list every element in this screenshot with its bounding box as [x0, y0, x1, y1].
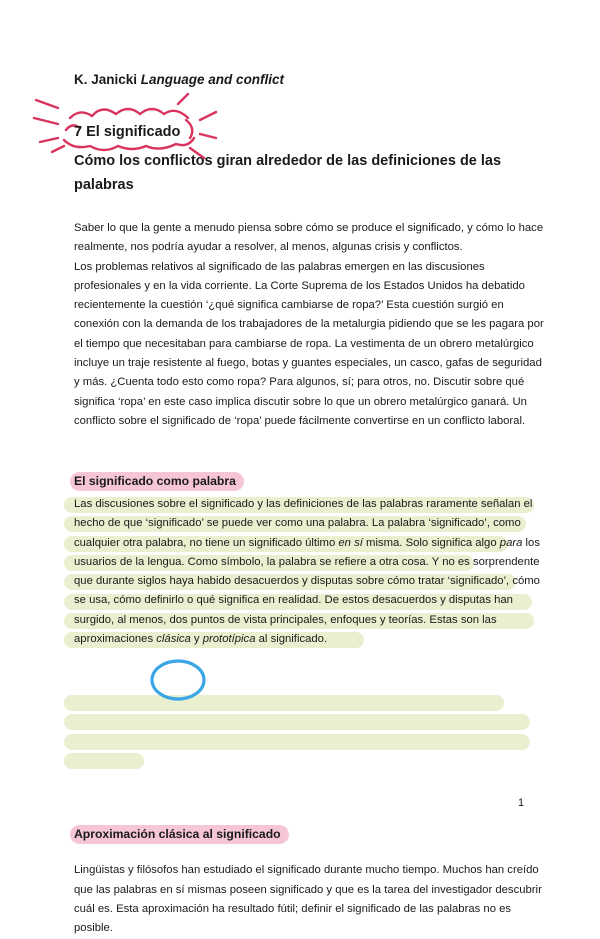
- emphasis-clasica: clásica: [156, 633, 191, 646]
- intro-paragraph-1: Saber lo que la gente a menudo piensa sobre cómo se produce el significado, y cómo lo hace realmente, nos podría ayudar a resolver, al menos, algunas crisis y conflictos.: [74, 222, 544, 254]
- emphasis-en-si: en sí: [338, 536, 363, 549]
- intro-text: [74, 219, 544, 431]
- page-number: 1: [518, 797, 525, 809]
- book-title: Language and conflict: [140, 72, 285, 87]
- green-highlight: [64, 734, 530, 750]
- green-highlight: [64, 753, 144, 769]
- document-header: [74, 72, 284, 87]
- section-heading-meaning-as-word: El significado como palabra: [70, 474, 244, 488]
- blue-circle-annotation: [152, 661, 204, 699]
- section-heading-classical-approach: Aproximación clásica al significado: [70, 827, 600, 841]
- green-highlight: [64, 695, 504, 711]
- author-name: K. Janicki: [74, 72, 138, 87]
- chapter-title: 7 El significado: [74, 124, 181, 140]
- green-highlight: [64, 714, 530, 730]
- intro-paragraph-2: Los problemas relativos al significado de las palabras emergen en las discusiones profesionales y en la vida corriente. La Corte Suprema de los Estados Unidos ha debatido recientemente la cuestión ‘¿qué significa cambiarse de ropa?’ Esta cuestión surgió en conexión con la demanda de los trabajadores de la metalurgia pidiendo que se les pagara por el tiempo que necesitaban para cambiarse de ropa. La vestimenta de un obrero metalúrgico incluye un traje resistente al fuego, botas y guantes especiales, un casco, gafas de seguridad y más. ¿Cuenta todo esto como ropa? Para algunos, sí; para otros, no. Discutir sobre qué significa ‘ropa’ en este caso implica discutir sobre lo que un obrero metalúrgico ganará. Un conflicto sobre el significado de ‘ropa’ puede fácilmente convertirse en un conflicto laboral.: [74, 260, 544, 427]
- chapter-subtitle: Cómo los conflictos giran alrededor de las definiciones de las palabras: [74, 153, 502, 193]
- section-2-text: Lingüistas y filósofos han estudiado el significado durante mucho tiempo. Muchos han creído que las palabras en sí mismas poseen significado y que es la tarea del investigador descubrir cuál es. Esta aproximación ha resultado fútil; definir el significado de las palabras no es posible.: [74, 864, 542, 935]
- section-1-text: Las discusiones sobre el significado y las definiciones de las palabras raramente señalan el hecho de que ‘significado’ se puede ver como una palabra. La palabra ‘significado’, como cualquier otra palabra, no tiene un significado último en sí misma. Solo significa algo para los usuarios de la lengua. Como símbolo, la palabra se refiere a otra cosa. Y no es sorprendente que durante siglos haya habido desacuerdos y disputas sobre cómo tratar ‘significado’, cómo se usa, cómo definirlo o qué significa en realidad. De estos desacuerdos y disputas han surgido, al menos, dos puntos de vista principales, enfoques y teorías. Estas son las aproximaciones clásica y prototípica al significado.: [74, 498, 540, 646]
- circled-word: clásica: [158, 827, 200, 842]
- emphasis-prototipica: prototípica: [202, 633, 256, 646]
- emphasis-para: para: [499, 536, 523, 549]
